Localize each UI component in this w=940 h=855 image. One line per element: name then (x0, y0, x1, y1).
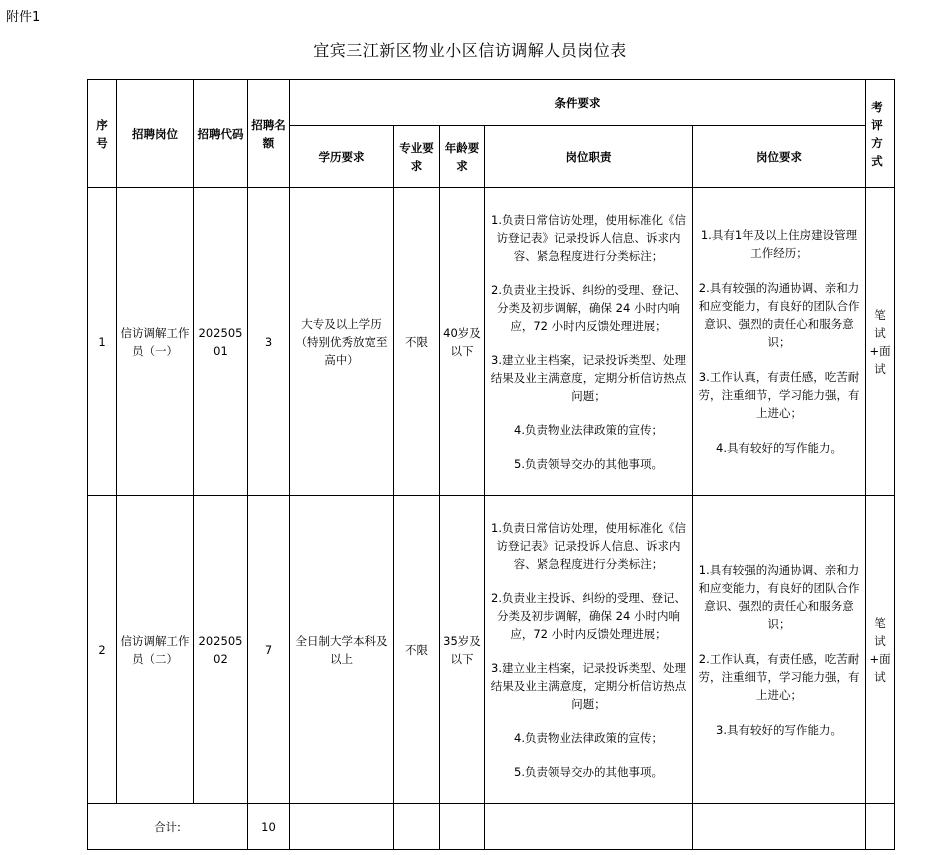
header-conditions: 条件要求 (290, 80, 866, 126)
page-title: 宜宾三江新区物业小区信访调解人员岗位表 (313, 41, 627, 60)
row-requirements (693, 188, 866, 496)
row-education: 大专及以上学历（特别优秀放宽至高中） (290, 188, 394, 496)
total-empty (290, 804, 394, 850)
attachment-label: 附件1 (6, 10, 41, 25)
header-requirements: 岗位要求 (693, 126, 866, 188)
duty-item: 1.负责日常信访处理，使用标准化《信访登记表》记录投诉人信息、诉求内容、紧急程度进行分类标注； (491, 520, 686, 571)
row-duties (485, 188, 693, 496)
header-count: 招聘名额 (248, 80, 290, 188)
duty-item: 4.负责物业法律政策的宣传； (514, 422, 663, 437)
header-position: 招聘岗位 (117, 80, 194, 188)
header-assessment: 考评方式 (866, 80, 895, 188)
total-empty (394, 804, 440, 850)
row-education: 全日制大学本科及以上 (290, 496, 394, 804)
duty-item: 1.负责日常信访处理，使用标准化《信访登记表》记录投诉人信息、诉求内容、紧急程度进行分类标注； (491, 212, 686, 263)
row-count: 3 (248, 188, 290, 496)
requirement-item: 3.具有较好的写作能力。 (716, 722, 842, 737)
duty-item: 4.负责物业法律政策的宣传； (514, 730, 663, 745)
duty-item: 3.建立业主档案，记录投诉类型、处理结果及业主满意度，定期分析信访热点问题； (490, 352, 687, 403)
row-seq: 2 (88, 496, 117, 804)
row-major: 不限 (394, 188, 440, 496)
duty-item: 2.负责业主投诉、纠纷的受理、登记、分类及初步调解，确保 24 小时内响应，72 小时内反馈处理进展； (491, 282, 686, 333)
requirement-item: 1.具有较强的沟通协调、亲和力和应变能力，有良好的团队合作意识、强烈的责任心和服务意识； (698, 562, 860, 631)
row-code: 202505 02 (194, 496, 248, 804)
row-code: 202505 01 (194, 188, 248, 496)
row-position: 信访调解工作员（一） (117, 188, 194, 496)
requirement-item: 1.具有1年及以上住房建设管理工作经历； (700, 228, 858, 260)
duty-item: 2.负责业主投诉、纠纷的受理、登记、分类及初步调解，确保 24 小时内响应，72 小时内反馈处理进展； (491, 590, 686, 641)
row-duties (485, 496, 693, 804)
requirement-item: 2.具有较强的沟通协调、亲和力和应变能力，有良好的团队合作意识、强烈的责任心和服务意识； (698, 281, 860, 349)
header-row-1 (88, 80, 895, 126)
total-empty (866, 804, 895, 850)
duty-item: 3.建立业主档案，记录投诉类型、处理结果及业主满意度，定期分析信访热点问题； (490, 660, 687, 711)
row-seq: 1 (88, 188, 117, 496)
header-code: 招聘代码 (194, 80, 248, 188)
requirement-item: 4.具有较好的写作能力。 (716, 441, 842, 455)
table-row (88, 496, 895, 804)
row-major: 不限 (394, 496, 440, 804)
requirement-item: 3.工作认真，有责任感，吃苦耐劳，注重细节，学习能力强，有上进心； (698, 370, 860, 420)
total-label: 合计: (88, 804, 248, 850)
row-count: 7 (248, 496, 290, 804)
row-age: 40岁及以下 (440, 188, 485, 496)
row-age: 35岁及以下 (440, 496, 485, 804)
table-row (88, 188, 895, 496)
row-assessment: 笔试+面试 (866, 188, 895, 496)
header-education: 学历要求 (290, 126, 394, 188)
total-empty (693, 804, 866, 850)
row-requirements (693, 496, 866, 804)
duty-item: 5.负责领导交办的其他事项。 (514, 764, 663, 779)
total-row (88, 804, 895, 850)
total-empty (485, 804, 693, 850)
row-position: 信访调解工作员（二） (117, 496, 194, 804)
position-table (87, 79, 895, 850)
header-seq: 序号 (88, 80, 117, 188)
header-duties: 岗位职责 (485, 126, 693, 188)
total-empty (440, 804, 485, 850)
header-major: 专业要求 (394, 126, 440, 188)
duty-item: 5.负责领导交办的其他事项。 (514, 456, 663, 471)
total-count: 10 (248, 804, 290, 850)
requirement-item: 2.工作认真，有责任感，吃苦耐劳，注重细节，学习能力强，有上进心； (698, 651, 860, 702)
header-age: 年龄要求 (440, 126, 485, 188)
row-assessment: 笔试+面试 (866, 496, 895, 804)
